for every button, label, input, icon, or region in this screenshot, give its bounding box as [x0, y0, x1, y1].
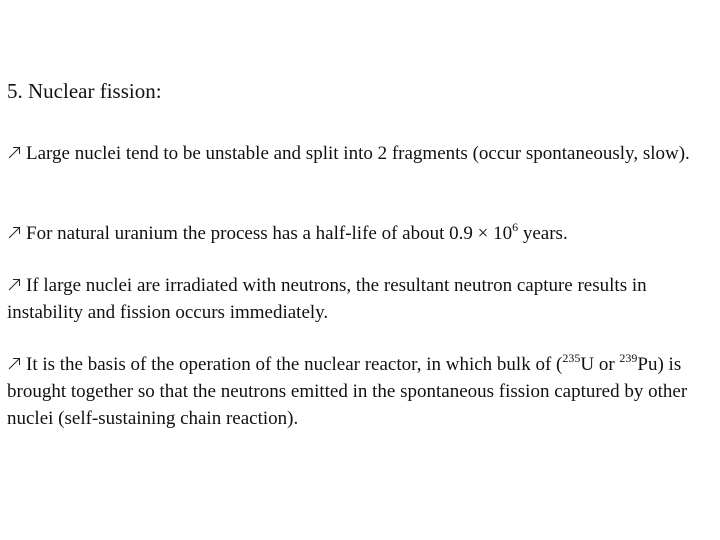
bullet-paragraph-1 [7, 140, 717, 167]
bullet-text-4-a: It is the basis of the operation of the nuclear reactor, in which bulk of ( [26, 354, 563, 375]
arrow-up-right-icon [7, 225, 22, 240]
exponent: 6 [512, 219, 519, 234]
bullet-text-2: For natural uranium the process has a half-life of about 0.9 × 10 [26, 223, 513, 244]
bullet-paragraph-2 [7, 220, 717, 247]
bullet-text-1: Large nuclei tend to be unstable and split into 2 fragments (occur spontaneously, slow). [26, 143, 690, 164]
bullet-paragraph-3 [7, 272, 717, 326]
arrow-up-right-icon [7, 145, 22, 160]
arrow-up-right-icon [7, 356, 22, 371]
isotope-mass-239: 239 [619, 350, 638, 365]
bullet-text-4-c: Pu) is brought together so that the neutrons emitted in the spontaneous fission captured by other nuclei (self-sustaining chain reaction). [7, 354, 688, 429]
arrow-up-right-icon [7, 277, 22, 292]
slide-title: 5. Nuclear fission: [7, 79, 162, 103]
isotope-mass-235: 235 [562, 350, 581, 365]
bullet-text-2-end: years. [518, 223, 568, 244]
bullet-paragraph-4 [7, 351, 717, 432]
bullet-text-3: If large nuclei are irradiated with neutrons, the resultant neutron capture results in instability and fission occurs immediately. [7, 275, 647, 323]
bullet-text-4-b: U or [580, 354, 620, 375]
